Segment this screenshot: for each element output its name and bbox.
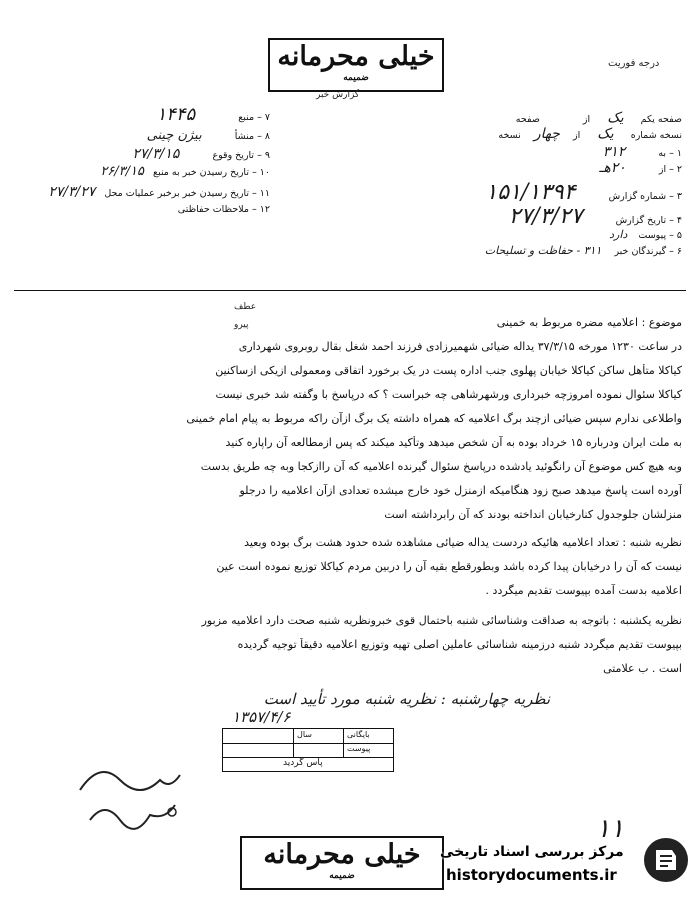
page-number: ۱۱: [596, 814, 624, 844]
urgency-label: درجه فوریت: [608, 58, 660, 69]
right-field-attachment: ۵ – پیوست دارد: [609, 228, 682, 241]
left-field-event-date: ۹ – تاریخ وقوع ۲۷/۳/۱۵: [132, 146, 270, 162]
handwritten-opinion: نظریه چهارشنبه : نظریه شنبه مورد تأیید است: [263, 690, 550, 708]
body-line: واطلاعی ندارم سپس ضیائی ازچند برگ اعلامیه که همراه داشته یک برگ ازآن راکه مربوط به پیام امام خمینی: [186, 412, 682, 425]
top-classification-stamp: [268, 38, 444, 92]
body-line: کیاکلا متأهل ساکن کیاکلا خیابان پهلوی جنب اداره پست در یک برخورد اتفاقی ومعمولی ازیکی ازساکنین: [215, 364, 682, 377]
handwritten-scribble: [60, 740, 210, 850]
stamp-top-text: خیلی محرمانه: [277, 41, 435, 72]
body-line: منزلشان جلوجدول کنارخیابان انداخته بودند که آن رابرداشته است: [384, 508, 682, 521]
right-field-to: ۱ – به ۳۱۲: [602, 144, 682, 160]
report-type-label: گزارش خبر: [316, 90, 360, 100]
right-field-recipients: ۶ – گیرندگان خبر ۳۱۱ - حفاظت و تسلیحات: [484, 244, 682, 257]
opinion-sunday-line: است . ب علامتی: [603, 662, 682, 675]
right-field-report-number: ۳ – شماره گزارش ۱۵۱/۱۳۹۴: [485, 180, 682, 205]
stamp-bottom-subtext: ضمیمه: [329, 871, 355, 881]
right-field-copy: نسخه شماره یک از چهار نسخه: [498, 126, 682, 142]
archive-stamp-box: بایگانی سال پیوست پاس گردید: [222, 728, 394, 772]
opinion-sunday-line: بپیوست تقدیم میگردد شنبه درزمینه شناسائی عاملین اصلی تهیه وتوزیع اعلامیه دقیقاً توجیه گردیده: [237, 638, 682, 651]
body-line: به ملت ایران ودرباره ۱۵ خرداد بوده به آن شخص میدهد وتأکید میکند که پس ازمطالعه آن راپاره کنید: [225, 436, 682, 449]
history-documents-logo-icon: [642, 836, 690, 884]
right-field-from: ۲ – از ۲۰هـ: [599, 160, 682, 176]
left-field-received-source: ۱۰ – تاریخ رسیدن خبر به منبع ۲۶/۳/۱۵: [100, 164, 270, 179]
watermark-title: مرکز بررسی اسناد تاریخی: [440, 844, 624, 860]
opinion-saturday-line: نظریه شنبه : تعداد اعلامیه هائیکه دردست یداله ضیائی مشاهده شده حدود هشت برگ بوده وبعید: [244, 536, 682, 549]
bottom-classification-stamp: [240, 836, 444, 890]
opinion-saturday-line: نیست که آن را درخیابان پیدا کرده باشد وبطورقطع بقیه آن را دربین مردم کیاکلا توزیع نموده است عین: [216, 560, 682, 573]
left-field-security-notes: ۱۲ – ملاحظات حفاظتی: [177, 204, 270, 215]
body-line: کیاکلا سئوال نموده امروزچه خبرداری ورشهرشاهی چه خبراست ؟ که درپاسخ با وگفته شد خبری نیست: [215, 388, 682, 401]
opinion-sunday-line: نظریه یکشنبه : باتوجه به صداقت وشناسائی شنبه باحتمال قوی خبرونظریه شنبه صحت دارد اعلامیه مزبور: [201, 614, 682, 627]
right-field-report-date: ۴ – تاریخ گزارش ۲۷/۳/۲۷: [508, 204, 682, 229]
header-divider: [14, 290, 686, 291]
left-field-received-ops: ۱۱ – تاریخ رسیدن خبر برخبر عملیات محل ۲۷/۳/۲۷: [48, 184, 270, 200]
left-field-origin: ۸ – منشأ بیژن چینی: [146, 128, 270, 143]
left-field-source: ۷ – منبع ۱۴۴۵: [156, 104, 270, 125]
body-line: وبه هیچ کس موضوع آن رانگوئید یادشده درپاسخ سئوال گیرنده اعلامیه که آن راازکجا وبه چه طریق بدست: [200, 460, 682, 473]
body-line: در ساعت ۱۲۳۰ مورخه ۳۷/۳/۱۵ یداله ضیائی شهمیرزادی فرزند احمد شغل بقال روبروی شهرداری: [238, 340, 682, 353]
body-line: آورده است پاسخ میدهد صبح زود هنگامیکه ازمنزل خود خارج میشده تعدادی ازآن اعلامیه را درجلو: [239, 484, 682, 497]
stamp-bottom-text: خیلی محرمانه: [263, 839, 421, 870]
margin-note-peyro: پیرو: [234, 320, 249, 330]
handwritten-date: ۱۳۵۷/۴/۶: [232, 708, 291, 726]
watermark-url: historydocuments.ir: [446, 866, 617, 884]
subject-line: موضوع : اعلامیه مضره مربوط به خمینی: [496, 316, 682, 329]
margin-note-atf: عطف: [234, 302, 257, 312]
opinion-saturday-line: اعلامیه بدست آمده بپیوست تقدیم میگردد .: [485, 584, 682, 597]
stamp-top-subtext: ضمیمه: [343, 73, 369, 83]
right-field-page: صفحه یکم یک از صفحه: [515, 110, 682, 126]
